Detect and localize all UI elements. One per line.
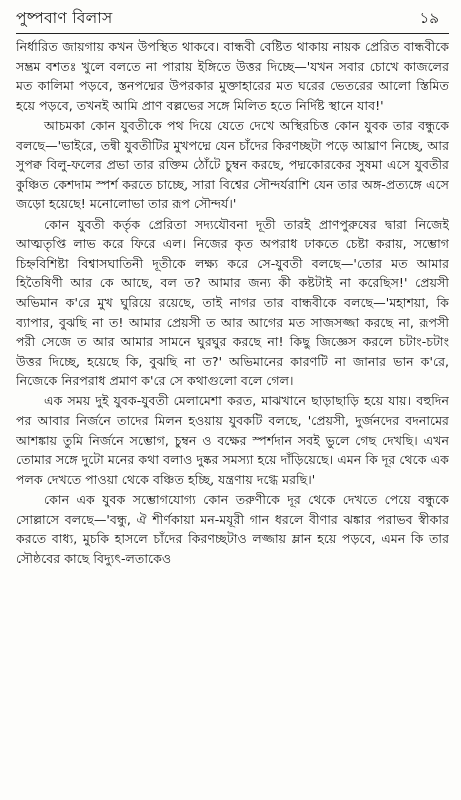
book-title: পুষ্পবাণ বিলাস bbox=[16, 9, 113, 27]
header-rule bbox=[16, 33, 449, 34]
running-header bbox=[16, 6, 447, 32]
paragraph: কোন যুবতী কর্তৃক প্রেরিতা সদ্যযৌবনা দূতী তারই প্রাণপুরুষের দ্বারা নিজেই আত্মতৃপ্তি লাভ করে ফিরে এল। নিজের কৃত অপরাধ ঢাকতে চেষ্টা করায়, সম্ভোগ চিহ্নবিশিষ্টা বিশ্বাসঘাতিনী দূতীকে লক্ষ্য করে সে-যুবতী বলছে—'তোর মত আমার হিতৈষিণী আর কে আছে, বল ত? আমার জন্য কী কষ্টটাই না করেছিস!' প্রেয়সী অভিমান ক'রে মুখ ঘুরিয়ে রয়েছে, তাই নাগর তার বান্ধবীকে বলছে—'মহাশয়া, কি ব্যাপার, বুঝছি না ত! আমার প্রেয়সী ত আর আগের মত সাজসজ্জা করছে না, রূপসী পরী সেজে ত আর আমার সামনে ঘুরঘুর করছে না! কিছু জিজ্ঞেস করলে চটাং-চটাং উত্তর দিচ্ছে, হয়েছে কি, বুঝছি না ত?' অভিমানের কারণটি না জানার ভান ক'রে, নিজেকে নিরপরাধ প্রমাণ ক'রে সে কথাগুলো বলে গেল। bbox=[16, 216, 449, 389]
paragraph: আচমকা কোন যুবতীকে পথ দিয়ে যেতে দেখে অস্থিরচিত্ত কোন যুবক তার বন্ধুকে বলছে—'ভাইরে, তন্বী যুবতীটির মুখপদ্মে যেন চাঁদের কিরণচ্ছটা পড়ে আঘ্রাণ নিচ্ছে, আর সুপক্ব বিলু-ফলের প্রভা তার রক্তিম ঠোঁটে চুম্বন করছে, পদ্মকোরকের সুষমা এসে যুবতীর কুঞ্চিত কেশদাম স্পর্শ করতে চাচ্ছে, সারা বিশ্বের সৌন্দর্যরাশি যেন তার অঙ্গ-প্রত্যঙ্গে এসে জড়ো হয়েছে! মনোলোভা তার রূপ সৌন্দর্য।' bbox=[16, 117, 449, 212]
paragraph: কোন এক যুবক সম্ভোগযোগ্য কোন তরুণীকে দূর থেকে দেখতে পেয়ে বন্ধুকে সোল্লাসে বলছে—'বন্ধু, ঐ শীর্ণকায়া মন-মযূরী গান ধরলে বীণার ঝঙ্কার পরাভব স্বীকার করতে বাধ্য, মুচকি হাসলে চাঁদের কিরণচ্ছটাও লজ্জায় ম্লান হয়ে পড়বে, এমন কি তার সৌষ্ঠবের কাছে বিদ্যুৎ-লতাকেও bbox=[16, 492, 449, 566]
paragraph: নির্ধারিত জায়গায় কখন উপস্থিত থাকবে। বান্ধবী বেষ্টিত থাকায় নায়ক প্রেরিত বান্ধবীকে সম্ভ্রম বশতঃ খুলে বলতে না পারায় ইঙ্গিতে উত্তর দিচ্ছে—'যখন সবার চোখে কাজলের মত কালিমা পড়বে, স্তনপদ্মের উপরকার মুক্তাহারের মত ঘরের ভেতরের আলো স্তিমিত হয়ে পড়বে, তখনই আমি প্রাণ বল্লভের সঙ্গে মিলিত হতে নির্দিষ্ট স্থানে যাব!' bbox=[16, 39, 449, 113]
page-body bbox=[16, 37, 449, 796]
page-number: ১৯ bbox=[419, 9, 439, 27]
paragraph: এক সময় দুই যুবক-যুবতী মেলামেশা করত, মাঝখানে ছাড়াছাড়ি হয়ে যায়। বহুদিন পর আবার নির্জনে তাদের মিলন হওয়ায় যুবকটি বলছে, 'প্রেয়সী, দুর্জনদের বদনামের আশঙ্কায় তুমি নির্জনে সম্ভোগ, চুম্বন ও বক্ষের স্পর্শদান সবই ভুলে গেছ দেখছি। এখন তোমার সঙ্গে দুটো মনের কথা বলাও দুষ্কর সমস্যা হয়ে দাঁড়িয়েছে। এমন কি দূর থেকে এক পলক দেখতে পাওয়া থেকে বঞ্চিত হচ্ছি, যন্ত্রণায় দগ্ধে মরছি।' bbox=[16, 393, 449, 487]
